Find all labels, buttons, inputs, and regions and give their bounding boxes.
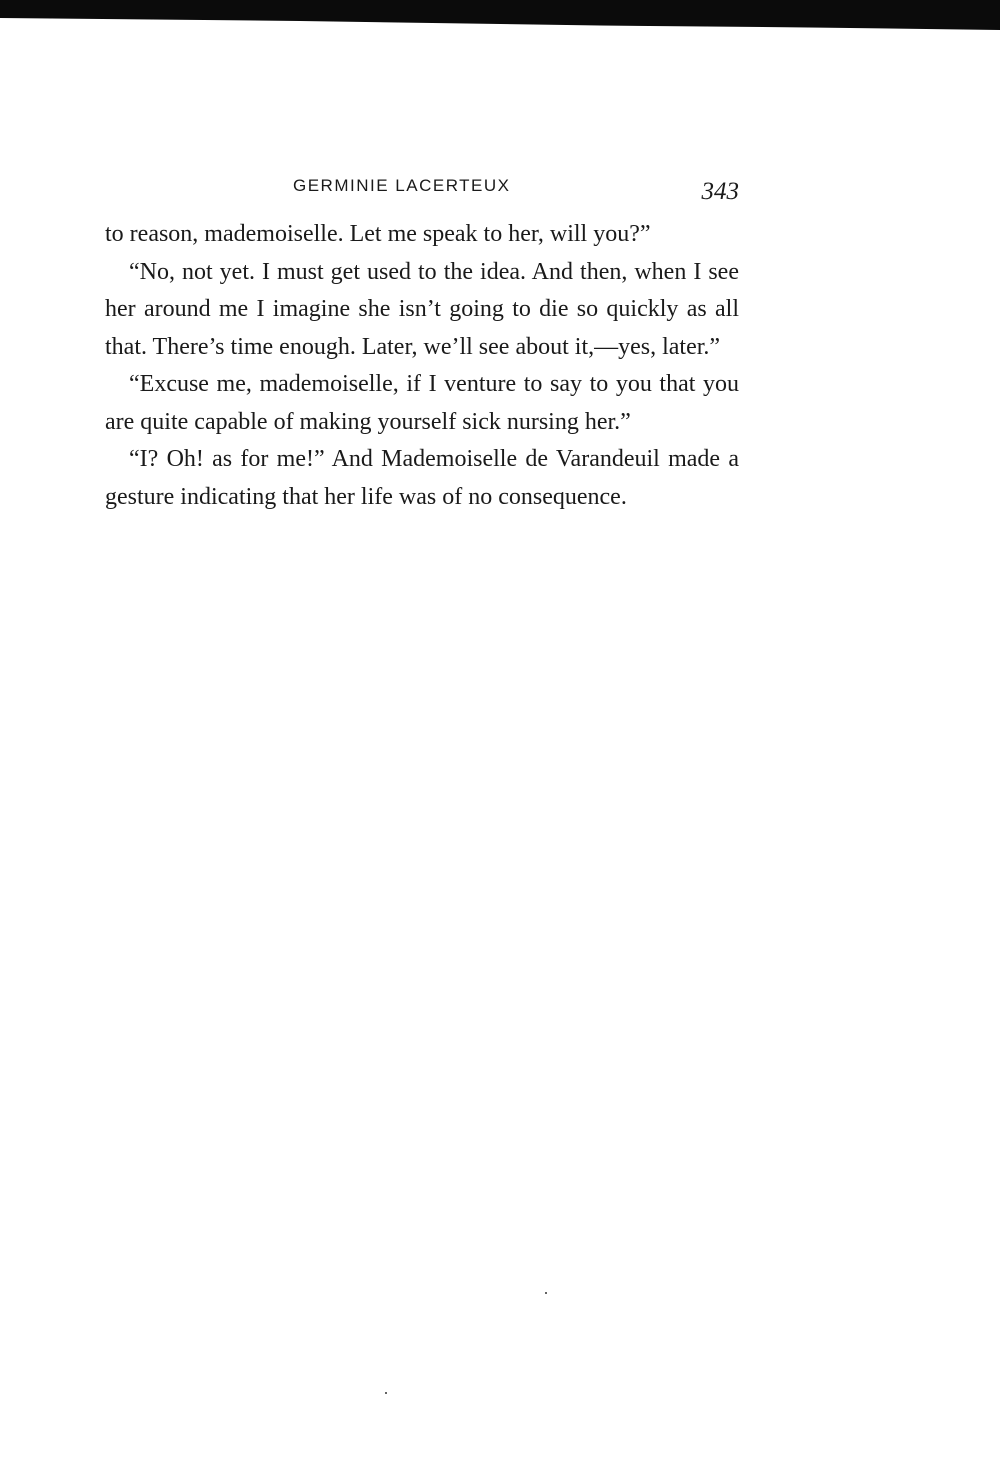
paragraph: “No, not yet. I must get used to the idea. And then, when I see her around me I imagine she isn’t going to die so quickly as all that. There’s time enough. Later, we’ll see about it,—yes, later.” [105,258,739,360]
paragraph: “I? Oh! as for me!” And Mademoiselle de Varandeuil made a gesture indicating that her life was of no consequence. [105,446,739,510]
running-head-title: GERMINIE LACERTEUX [293,176,511,195]
paragraph: to reason, mademoiselle. Let me speak to her, will you?” [105,221,651,247]
book-page [105,172,739,516]
body-text [105,216,739,516]
page-number: 343 [701,178,739,205]
running-head [105,172,739,216]
paragraph: “Excuse me, mademoiselle, if I venture to say to you that you are quite capable of making yourself sick nursing her.” [105,371,739,435]
scan-speck [545,1292,547,1294]
scan-speck [385,1392,387,1394]
scan-top-border [0,0,1000,30]
